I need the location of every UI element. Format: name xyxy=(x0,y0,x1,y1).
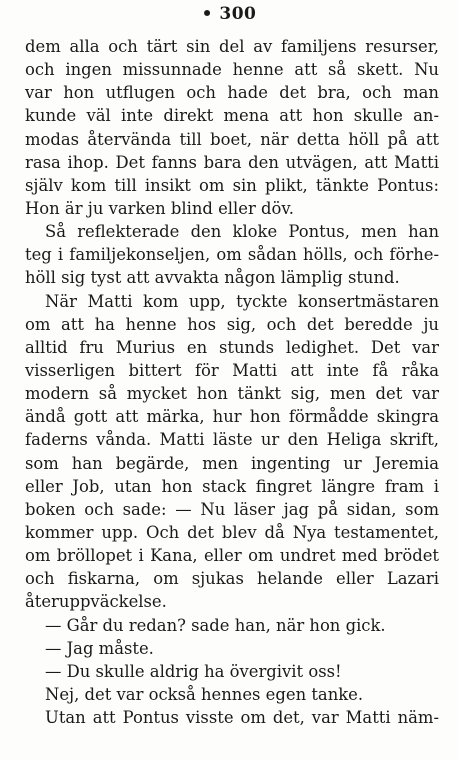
text-line: Nej, det var också hennes egen tanke. xyxy=(45,684,364,704)
text-line: själv kom till insikt om sin plikt, tänkte Pontus: xyxy=(25,175,439,195)
text-line: — Går du redan? sade han, när hon gick. xyxy=(45,615,386,635)
text-line: dem alla och tärt sin del av familjens resurser, xyxy=(25,37,439,56)
text-line: kunde väl inte direkt mena att hon skulle an- xyxy=(25,106,439,126)
text-line: faderns vånda. Matti läste ur den Heliga skrift, xyxy=(25,430,439,450)
text-line: kommer upp. Och det blev då Nya testamentet, xyxy=(25,522,439,542)
text-line: teg i familjekonseljen, om sådan hölls, och förhe- xyxy=(25,245,439,265)
body-text xyxy=(25,35,439,729)
text-line: återuppväckelse. xyxy=(25,592,167,612)
text-line: var hon utflugen och hade det bra, och man xyxy=(25,83,439,103)
text-line: om att ha henne hos sig, och det beredde ju xyxy=(25,314,439,334)
text-line: — Jag måste. xyxy=(45,638,154,658)
text-line: som han begärde, men ingenting ur Jeremia xyxy=(25,453,439,473)
text-line: och fiskarna, om sjukas helande eller Lazari xyxy=(25,569,439,589)
text-line: — Du skulle aldrig ha övergivit oss! xyxy=(45,661,342,681)
text-line: boken och sade: — Nu läser jag på sidan, som xyxy=(25,499,439,519)
text-line: höll sig tyst att avvakta någon lämplig stund. xyxy=(25,268,400,288)
text-line: Hon är ju varken blind eller döv. xyxy=(25,198,294,218)
text-line: När Matti kom upp, tyckte konsertmästaren xyxy=(45,291,439,311)
text-line: Så reflekterade den kloke Pontus, men han xyxy=(45,222,439,242)
text-line: alltid fru Murius en stunds ledighet. Det var xyxy=(25,337,439,357)
text-line: om bröllopet i Kana, eller om undret med brödet xyxy=(25,546,439,566)
text-line: modas återvända till boet, när detta höll på att xyxy=(25,129,439,149)
text-line: visserligen bittert för Matti att inte få råka xyxy=(25,360,439,380)
text-line: och ingen missunnade henne att så skett. Nu xyxy=(25,60,439,80)
text-line: eller Job, utan hon stack fingret längre fram i xyxy=(25,476,439,496)
text-line: modern så mycket hon tänkt sig, men det var xyxy=(25,384,439,404)
text-line: Utan att Pontus visste om det, var Matti näm- xyxy=(45,708,439,728)
page-number: • 300 xyxy=(201,4,257,24)
text-line: ändå gott att märka, hur hon förmådde skingra xyxy=(25,407,439,427)
text-line: rasa ihop. Det fanns bara den utvägen, att Matti xyxy=(25,152,439,172)
